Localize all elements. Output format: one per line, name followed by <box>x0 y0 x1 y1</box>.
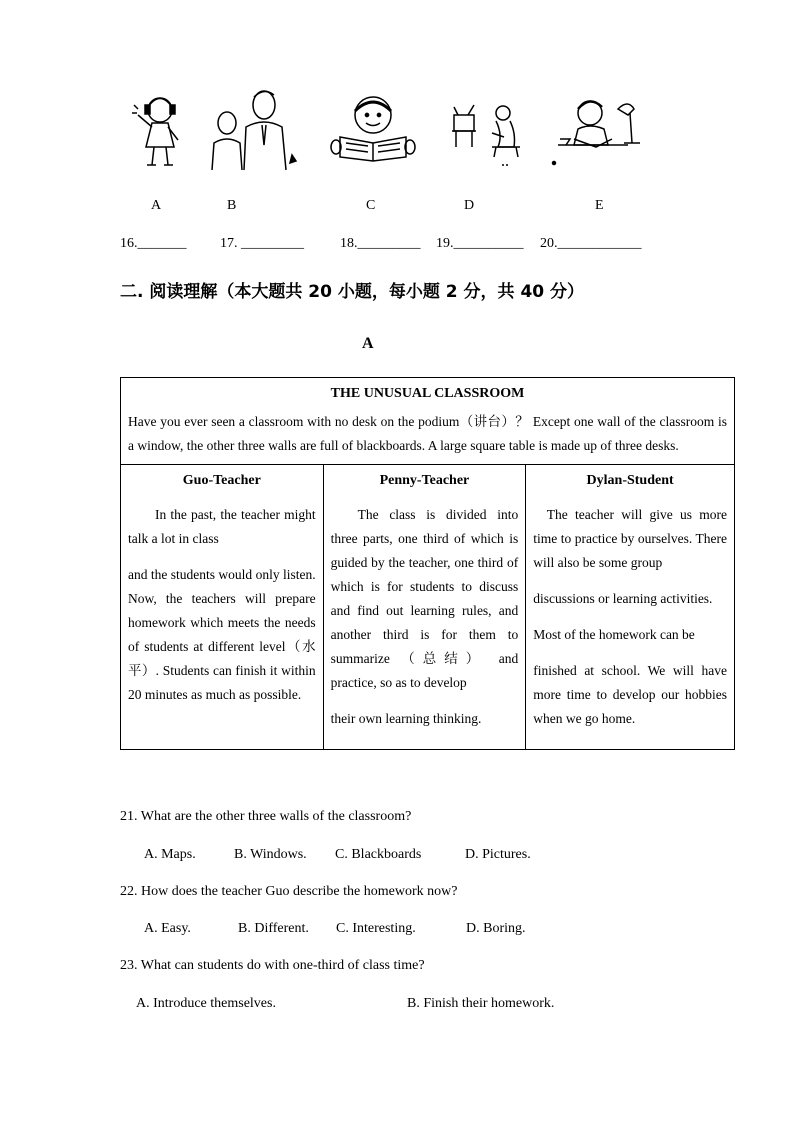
section-letter: A <box>362 335 374 352</box>
option-c[interactable]: C. Interesting. <box>336 921 416 936</box>
column-paragraph: finished at school. We will have more time to develop our hobbies when we go home. <box>533 663 727 726</box>
answer-blank-19[interactable]: 19.__________ <box>436 236 524 251</box>
picture-letter-c: C <box>366 198 376 213</box>
option-a[interactable]: A. Maps. <box>144 847 196 862</box>
column-heading: Guo-Teacher <box>182 473 261 488</box>
column-heading: Penny-Teacher <box>379 473 470 488</box>
answer-blank-17[interactable]: 17. _________ <box>220 236 304 251</box>
picture-letter-e: E <box>595 198 604 213</box>
column-paragraph: Most of the homework can be <box>533 627 695 642</box>
passage-intro-cell <box>121 378 735 465</box>
column-paragraph: their own learning thinking. <box>330 711 482 726</box>
column-paragraph: and the students would only listen. Now, the teachers will prepare homework which meets the needs of students at different level（水平）. Students can finish it within 20 minutes as much as possible. <box>128 567 316 702</box>
option-b[interactable]: B. Different. <box>238 921 309 936</box>
option-b[interactable]: B. Windows. <box>234 847 307 862</box>
section-heading: 二. 阅读理解（本大题共 20 小题，每小题 2 分，共 40 分） <box>120 282 585 302</box>
option-d[interactable]: D. Pictures. <box>465 847 531 862</box>
passage-table <box>120 377 735 750</box>
answer-blank-16[interactable]: 16._______ <box>120 236 187 251</box>
picture-letter-d: D <box>464 198 475 213</box>
picture-letter-a: A <box>151 198 162 213</box>
option-b[interactable]: B. Finish their homework. <box>407 996 555 1011</box>
column-paragraph: The class is divided into three parts, one third of which is guided by the teacher, one third of which is for students to discuss and find out learning rules, and another third is for them to summarize （总结） and practice, so as to develop <box>330 507 519 690</box>
passage-intro: Have you ever seen a classroom with no desk on the podium（讲台）？ Except one wall of the classroom is a window, the other three walls are full of blackboards. A large square table is made up of three desks. <box>128 414 727 453</box>
question-21: 21. What are the other three walls of the classroom? <box>120 809 412 824</box>
column-dylan-student <box>526 465 735 750</box>
option-c[interactable]: C. Blackboards <box>335 847 422 862</box>
picture-row <box>130 85 660 175</box>
column-penny-teacher <box>323 465 526 750</box>
option-d[interactable]: D. Boring. <box>466 921 526 936</box>
column-paragraph: The teacher will give us more time to practice by ourselves. There will also be some group <box>533 507 727 570</box>
boy-writing-desk-icon <box>548 85 643 175</box>
question-23: 23. What can students do with one-third of class time? <box>120 958 425 973</box>
option-a[interactable]: A. Introduce themselves. <box>136 996 276 1011</box>
two-men-talking-icon <box>202 85 312 175</box>
answer-blank-18[interactable]: 18._________ <box>340 236 421 251</box>
option-a[interactable]: A. Easy. <box>144 921 191 936</box>
answer-blank-20[interactable]: 20.____________ <box>540 236 642 251</box>
question-22: 22. How does the teacher Guo describe the homework now? <box>120 884 458 899</box>
column-guo-teacher <box>121 465 324 750</box>
boy-reading-book-icon <box>328 85 418 175</box>
girl-listening-music-icon <box>130 85 190 175</box>
column-paragraph: In the past, the teacher might talk a lot in class <box>128 507 316 546</box>
picture-letter-b: B <box>227 198 237 213</box>
girl-watching-tv-icon <box>448 85 528 175</box>
column-heading: Dylan-Student <box>586 473 674 488</box>
passage-title: THE UNUSUAL CLASSROOM <box>330 386 525 401</box>
column-paragraph: discussions or learning activities. <box>533 591 713 606</box>
